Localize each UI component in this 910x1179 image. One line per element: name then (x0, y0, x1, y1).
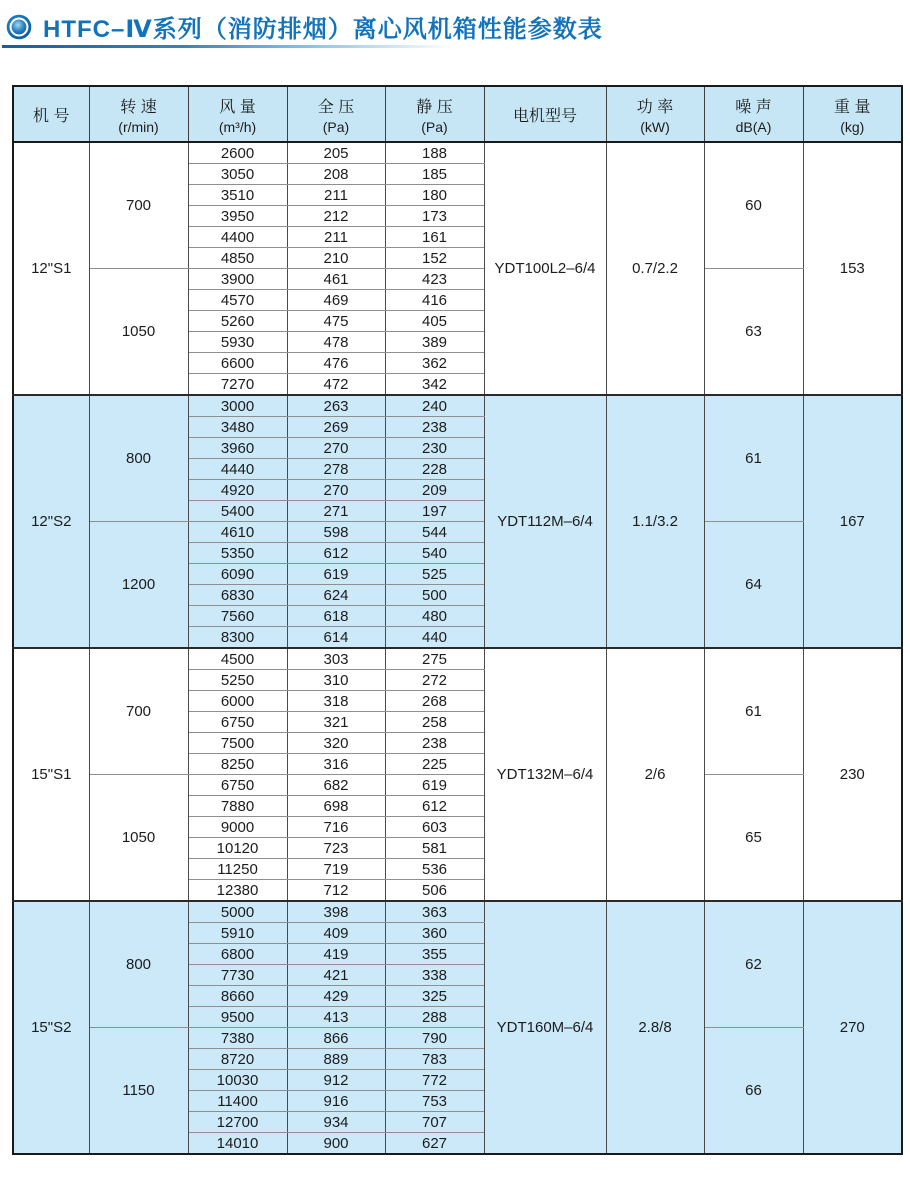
cell-speed: 1050 (89, 269, 188, 396)
cell-static-pressure: 603 (385, 817, 484, 838)
table-row (13, 901, 902, 923)
model-block (13, 395, 902, 648)
cell-total-pressure: 612 (287, 543, 385, 564)
cell-total-pressure: 619 (287, 564, 385, 585)
cell-total-pressure: 472 (287, 374, 385, 396)
cell-total-pressure: 429 (287, 986, 385, 1007)
cell-total-pressure: 419 (287, 944, 385, 965)
cell-total-pressure: 476 (287, 353, 385, 374)
cell-total-pressure: 478 (287, 332, 385, 353)
cell-noise: 65 (704, 775, 803, 902)
cell-static-pressure: 506 (385, 880, 484, 902)
title-underline-rule (2, 45, 454, 48)
cell-total-pressure: 461 (287, 269, 385, 290)
cell-static-pressure: 228 (385, 459, 484, 480)
cell-total-pressure: 321 (287, 712, 385, 733)
cell-static-pressure: 753 (385, 1091, 484, 1112)
cell-static-pressure: 240 (385, 395, 484, 417)
cell-static-pressure: 772 (385, 1070, 484, 1091)
cell-weight: 230 (803, 648, 902, 901)
cell-flow: 6830 (188, 585, 287, 606)
cell-static-pressure: 268 (385, 691, 484, 712)
cell-flow: 6090 (188, 564, 287, 585)
cell-total-pressure: 598 (287, 522, 385, 543)
cell-speed: 700 (89, 142, 188, 269)
cell-total-pressure: 211 (287, 227, 385, 248)
cell-total-pressure: 900 (287, 1133, 385, 1155)
cell-noise: 62 (704, 901, 803, 1028)
cell-flow: 11250 (188, 859, 287, 880)
cell-static-pressure: 180 (385, 185, 484, 206)
cell-flow: 14010 (188, 1133, 287, 1155)
cell-model: 15"S1 (13, 648, 89, 901)
cell-flow: 12700 (188, 1112, 287, 1133)
cell-speed: 1200 (89, 522, 188, 649)
cell-total-pressure: 719 (287, 859, 385, 880)
double-circle-bullet-icon (6, 14, 32, 40)
column-header: 噪 声 dB(A) (704, 86, 803, 142)
cell-power: 0.7/2.2 (606, 142, 704, 395)
cell-total-pressure: 712 (287, 880, 385, 902)
cell-weight: 153 (803, 142, 902, 395)
table-row (13, 395, 902, 417)
cell-speed: 800 (89, 395, 188, 522)
page-title: HTFC–Ⅳ系列（消防排烟）离心风机箱性能参数表 (43, 16, 603, 43)
cell-flow: 10030 (188, 1070, 287, 1091)
cell-flow: 3050 (188, 164, 287, 185)
cell-flow: 5250 (188, 670, 287, 691)
cell-static-pressure: 707 (385, 1112, 484, 1133)
cell-speed: 800 (89, 901, 188, 1028)
cell-flow: 6750 (188, 775, 287, 796)
column-header: 静 压 (Pa) (385, 86, 484, 142)
cell-flow: 4920 (188, 480, 287, 501)
cell-total-pressure: 263 (287, 395, 385, 417)
cell-flow: 3510 (188, 185, 287, 206)
cell-total-pressure: 934 (287, 1112, 385, 1133)
cell-total-pressure: 421 (287, 965, 385, 986)
cell-flow: 7730 (188, 965, 287, 986)
cell-flow: 8720 (188, 1049, 287, 1070)
cell-static-pressure: 423 (385, 269, 484, 290)
cell-static-pressure: 272 (385, 670, 484, 691)
cell-weight: 167 (803, 395, 902, 648)
table-row (13, 522, 902, 543)
cell-flow: 8300 (188, 627, 287, 649)
cell-static-pressure: 480 (385, 606, 484, 627)
cell-total-pressure: 413 (287, 1007, 385, 1028)
cell-flow: 6600 (188, 353, 287, 374)
cell-static-pressure: 325 (385, 986, 484, 1007)
table-header (13, 86, 902, 142)
cell-static-pressure: 525 (385, 564, 484, 585)
cell-motor: YDT100L2–6/4 (484, 142, 606, 395)
cell-flow: 5350 (188, 543, 287, 564)
cell-model: 15"S2 (13, 901, 89, 1154)
cell-static-pressure: 238 (385, 417, 484, 438)
cell-total-pressure: 210 (287, 248, 385, 269)
cell-flow: 7500 (188, 733, 287, 754)
cell-static-pressure: 363 (385, 901, 484, 923)
column-header: 机 号 (13, 86, 89, 142)
cell-total-pressure: 271 (287, 501, 385, 522)
cell-static-pressure: 355 (385, 944, 484, 965)
cell-static-pressure: 258 (385, 712, 484, 733)
cell-total-pressure: 270 (287, 480, 385, 501)
cell-static-pressure: 152 (385, 248, 484, 269)
cell-static-pressure: 619 (385, 775, 484, 796)
cell-power: 2.8/8 (606, 901, 704, 1154)
cell-total-pressure: 912 (287, 1070, 385, 1091)
cell-flow: 6800 (188, 944, 287, 965)
cell-noise: 66 (704, 1028, 803, 1155)
cell-static-pressure: 188 (385, 142, 484, 164)
column-header: 功 率 (kW) (606, 86, 704, 142)
header-row (13, 86, 902, 142)
cell-flow: 5910 (188, 923, 287, 944)
cell-flow: 8250 (188, 754, 287, 775)
table-row (13, 269, 902, 290)
cell-static-pressure: 338 (385, 965, 484, 986)
cell-total-pressure: 208 (287, 164, 385, 185)
cell-flow: 4400 (188, 227, 287, 248)
cell-total-pressure: 469 (287, 290, 385, 311)
table-row (13, 775, 902, 796)
cell-static-pressure: 440 (385, 627, 484, 649)
cell-speed: 700 (89, 648, 188, 775)
cell-motor: YDT112M–6/4 (484, 395, 606, 648)
cell-power: 1.1/3.2 (606, 395, 704, 648)
column-header: 全 压 (Pa) (287, 86, 385, 142)
cell-total-pressure: 866 (287, 1028, 385, 1049)
cell-total-pressure: 212 (287, 206, 385, 227)
cell-flow: 6000 (188, 691, 287, 712)
table-row (13, 1028, 902, 1049)
cell-power: 2/6 (606, 648, 704, 901)
cell-total-pressure: 318 (287, 691, 385, 712)
cell-flow: 7560 (188, 606, 287, 627)
cell-total-pressure: 278 (287, 459, 385, 480)
cell-static-pressure: 342 (385, 374, 484, 396)
cell-total-pressure: 682 (287, 775, 385, 796)
cell-total-pressure: 624 (287, 585, 385, 606)
cell-static-pressure: 209 (385, 480, 484, 501)
cell-flow: 3000 (188, 395, 287, 417)
cell-flow: 5000 (188, 901, 287, 923)
cell-flow: 7880 (188, 796, 287, 817)
cell-model: 12"S2 (13, 395, 89, 648)
cell-static-pressure: 230 (385, 438, 484, 459)
cell-static-pressure: 500 (385, 585, 484, 606)
cell-flow: 2600 (188, 142, 287, 164)
cell-static-pressure: 173 (385, 206, 484, 227)
cell-flow: 5930 (188, 332, 287, 353)
cell-flow: 4440 (188, 459, 287, 480)
model-block (13, 142, 902, 395)
cell-static-pressure: 627 (385, 1133, 484, 1155)
column-header: 电机型号 (484, 86, 606, 142)
cell-noise: 64 (704, 522, 803, 649)
cell-total-pressure: 269 (287, 417, 385, 438)
cell-static-pressure: 185 (385, 164, 484, 185)
cell-flow: 8660 (188, 986, 287, 1007)
cell-motor: YDT160M–6/4 (484, 901, 606, 1154)
cell-total-pressure: 475 (287, 311, 385, 332)
cell-flow: 7270 (188, 374, 287, 396)
cell-total-pressure: 916 (287, 1091, 385, 1112)
cell-noise: 60 (704, 142, 803, 269)
page-title-bar (6, 9, 603, 44)
cell-static-pressure: 612 (385, 796, 484, 817)
cell-flow: 5400 (188, 501, 287, 522)
cell-total-pressure: 398 (287, 901, 385, 923)
cell-static-pressure: 790 (385, 1028, 484, 1049)
column-header: 转 速 (r/min) (89, 86, 188, 142)
cell-flow: 6750 (188, 712, 287, 733)
column-header: 重 量 (kg) (803, 86, 902, 142)
cell-total-pressure: 211 (287, 185, 385, 206)
cell-static-pressure: 544 (385, 522, 484, 543)
cell-static-pressure: 238 (385, 733, 484, 754)
cell-static-pressure: 197 (385, 501, 484, 522)
cell-noise: 61 (704, 395, 803, 522)
cell-flow: 4500 (188, 648, 287, 670)
cell-flow: 9000 (188, 817, 287, 838)
cell-static-pressure: 581 (385, 838, 484, 859)
cell-static-pressure: 389 (385, 332, 484, 353)
column-header: 风 量 (m³/h) (188, 86, 287, 142)
cell-static-pressure: 416 (385, 290, 484, 311)
table-row (13, 648, 902, 670)
cell-speed: 1150 (89, 1028, 188, 1155)
cell-flow: 3480 (188, 417, 287, 438)
cell-total-pressure: 270 (287, 438, 385, 459)
cell-flow: 7380 (188, 1028, 287, 1049)
cell-total-pressure: 716 (287, 817, 385, 838)
cell-model: 12"S1 (13, 142, 89, 395)
cell-static-pressure: 405 (385, 311, 484, 332)
cell-flow: 9500 (188, 1007, 287, 1028)
cell-total-pressure: 316 (287, 754, 385, 775)
cell-flow: 3900 (188, 269, 287, 290)
cell-static-pressure: 225 (385, 754, 484, 775)
model-block (13, 901, 902, 1154)
cell-static-pressure: 540 (385, 543, 484, 564)
cell-total-pressure: 698 (287, 796, 385, 817)
table-row (13, 142, 902, 164)
cell-total-pressure: 409 (287, 923, 385, 944)
cell-total-pressure: 310 (287, 670, 385, 691)
cell-static-pressure: 161 (385, 227, 484, 248)
cell-flow: 11400 (188, 1091, 287, 1112)
cell-flow: 12380 (188, 880, 287, 902)
cell-flow: 4610 (188, 522, 287, 543)
cell-noise: 61 (704, 648, 803, 775)
cell-static-pressure: 783 (385, 1049, 484, 1070)
cell-flow: 3960 (188, 438, 287, 459)
cell-noise: 63 (704, 269, 803, 396)
cell-static-pressure: 362 (385, 353, 484, 374)
cell-flow: 4850 (188, 248, 287, 269)
cell-motor: YDT132M–6/4 (484, 648, 606, 901)
cell-total-pressure: 303 (287, 648, 385, 670)
cell-total-pressure: 320 (287, 733, 385, 754)
cell-static-pressure: 360 (385, 923, 484, 944)
cell-weight: 270 (803, 901, 902, 1154)
cell-total-pressure: 889 (287, 1049, 385, 1070)
cell-flow: 5260 (188, 311, 287, 332)
cell-flow: 3950 (188, 206, 287, 227)
cell-flow: 10120 (188, 838, 287, 859)
cell-speed: 1050 (89, 775, 188, 902)
cell-flow: 4570 (188, 290, 287, 311)
cell-static-pressure: 536 (385, 859, 484, 880)
model-block (13, 648, 902, 901)
cell-static-pressure: 275 (385, 648, 484, 670)
cell-total-pressure: 614 (287, 627, 385, 649)
spec-table (12, 85, 903, 1155)
cell-static-pressure: 288 (385, 1007, 484, 1028)
cell-total-pressure: 205 (287, 142, 385, 164)
cell-total-pressure: 723 (287, 838, 385, 859)
cell-total-pressure: 618 (287, 606, 385, 627)
